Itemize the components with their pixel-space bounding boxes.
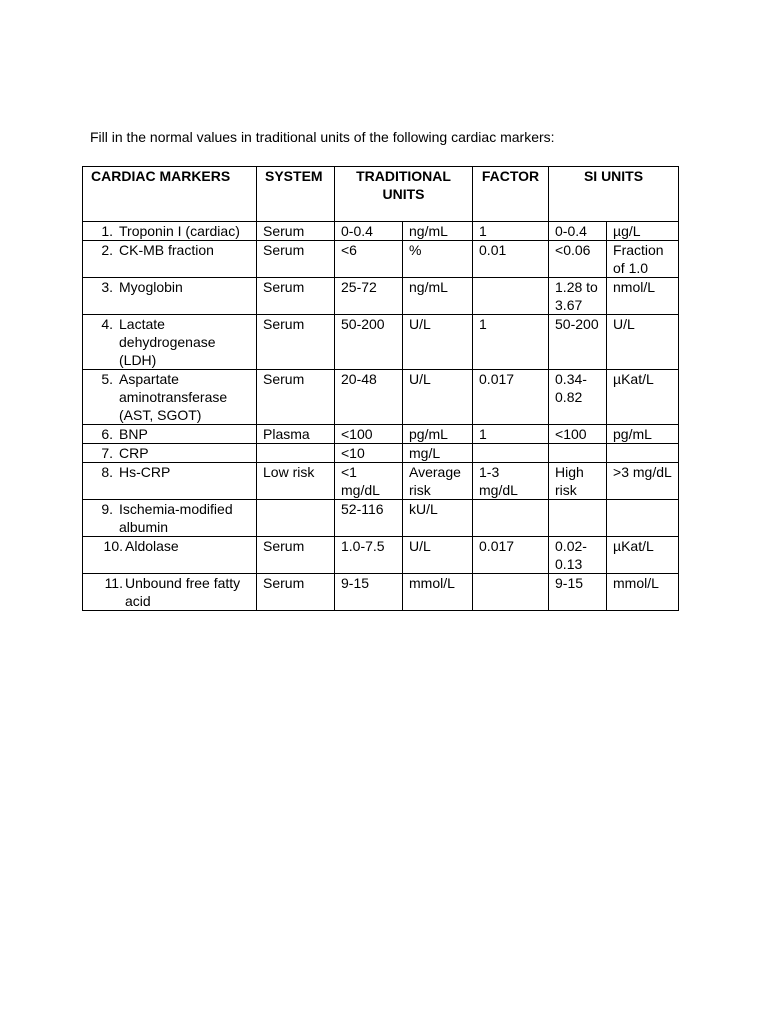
cell-si-value: 0.34-0.82: [549, 370, 607, 425]
cell-si-value: [549, 444, 607, 463]
cell-si-value: 0-0.4: [549, 222, 607, 241]
marker-number: 1.: [101, 223, 113, 239]
cell-si-unit: pg/mL: [607, 425, 679, 444]
cell-factor: [473, 278, 549, 315]
cell-si-unit: nmol/L: [607, 278, 679, 315]
cell-traditional-unit: mmol/L: [403, 574, 473, 611]
table-body: [83, 222, 679, 611]
marker-number: 11.: [104, 575, 123, 591]
cell-factor: 1-3 mg/dL: [473, 463, 549, 500]
cell-system: Serum: [257, 370, 335, 425]
cell-traditional-unit: ng/mL: [403, 222, 473, 241]
marker-name: Hs-CRP: [119, 464, 171, 480]
marker-entry: [89, 241, 250, 259]
marker-name: CK-MB fraction: [119, 242, 214, 258]
marker-name: Troponin I (cardiac): [119, 223, 240, 239]
header-si-units: SI UNITS: [549, 167, 679, 222]
cell-cardiac-marker: [83, 537, 257, 574]
cell-system: Serum: [257, 537, 335, 574]
cell-traditional-unit: U/L: [403, 370, 473, 425]
header-factor: FACTOR: [473, 167, 549, 222]
cell-cardiac-marker: [83, 278, 257, 315]
table-row: [83, 537, 679, 574]
marker-name: BNP: [119, 426, 148, 442]
table-row: [83, 278, 679, 315]
marker-name: Ischemia-modified albumin: [119, 501, 233, 535]
cell-traditional-unit: U/L: [403, 537, 473, 574]
marker-entry: [89, 222, 250, 240]
marker-name: Lactate dehydrogenase (LDH): [119, 316, 216, 368]
cell-system: [257, 444, 335, 463]
cell-system: Serum: [257, 315, 335, 370]
cell-traditional-value: <10: [335, 444, 403, 463]
marker-number: 7.: [101, 445, 113, 461]
cell-si-unit: [607, 500, 679, 537]
table-row: [83, 370, 679, 425]
cell-si-value: High risk: [549, 463, 607, 500]
cell-traditional-value: 9-15: [335, 574, 403, 611]
table-row: [83, 241, 679, 278]
cell-traditional-value: 1.0-7.5: [335, 537, 403, 574]
table-row: [83, 425, 679, 444]
cell-system: Serum: [257, 574, 335, 611]
cell-cardiac-marker: [83, 444, 257, 463]
cell-si-value: 0.02-0.13: [549, 537, 607, 574]
cell-traditional-value: <1 mg/dL: [335, 463, 403, 500]
marker-name: Aldolase: [125, 538, 179, 554]
cell-traditional-unit: kU/L: [403, 500, 473, 537]
marker-entry: [89, 444, 250, 462]
instruction-text: Fill in the normal values in traditional units of the following cardiac markers:: [90, 129, 555, 145]
cell-si-value: <100: [549, 425, 607, 444]
cell-cardiac-marker: [83, 574, 257, 611]
cell-factor: [473, 574, 549, 611]
header-cardiac-markers: CARDIAC MARKERS: [83, 167, 257, 222]
marker-number: 2.: [101, 242, 113, 258]
cell-system: Serum: [257, 241, 335, 278]
cell-si-value: [549, 500, 607, 537]
cell-factor: [473, 500, 549, 537]
marker-number: 8.: [101, 464, 113, 480]
cell-si-unit: µg/L: [607, 222, 679, 241]
marker-number: 9.: [101, 501, 113, 517]
cell-si-value: 50-200: [549, 315, 607, 370]
cell-cardiac-marker: [83, 463, 257, 500]
cell-traditional-unit: U/L: [403, 315, 473, 370]
table-row: [83, 574, 679, 611]
cell-si-unit: >3 mg/dL: [607, 463, 679, 500]
cell-si-unit: [607, 444, 679, 463]
cell-traditional-value: 20-48: [335, 370, 403, 425]
cell-factor: [473, 444, 549, 463]
table-header-row: [83, 167, 679, 222]
marker-number: 4.: [101, 316, 113, 332]
cell-cardiac-marker: [83, 241, 257, 278]
marker-name: Aspartate aminotransferase (AST, SGOT): [119, 371, 228, 423]
cardiac-markers-table: [82, 166, 679, 611]
cell-si-unit: µKat/L: [607, 537, 679, 574]
cell-si-unit: mmol/L: [607, 574, 679, 611]
marker-name: Unbound free fatty acid: [125, 575, 241, 609]
cell-traditional-value: 0-0.4: [335, 222, 403, 241]
table-row: [83, 444, 679, 463]
marker-number: 3.: [101, 279, 113, 295]
cell-cardiac-marker: [83, 222, 257, 241]
cell-si-value: 9-15: [549, 574, 607, 611]
marker-entry: [89, 537, 250, 555]
marker-entry: [89, 315, 250, 369]
marker-number: 10.: [103, 538, 123, 554]
marker-entry: [89, 500, 250, 536]
cell-factor: 0.017: [473, 537, 549, 574]
cell-si-unit: U/L: [607, 315, 679, 370]
cell-si-unit: Fraction of 1.0: [607, 241, 679, 278]
marker-entry: [89, 463, 250, 481]
marker-number: 6.: [101, 426, 113, 442]
cell-si-value: <0.06: [549, 241, 607, 278]
cell-system: Plasma: [257, 425, 335, 444]
cell-traditional-value: <100: [335, 425, 403, 444]
cell-system: Serum: [257, 278, 335, 315]
cell-factor: 0.01: [473, 241, 549, 278]
cell-cardiac-marker: [83, 425, 257, 444]
cell-traditional-unit: Average risk: [403, 463, 473, 500]
cell-factor: 1: [473, 315, 549, 370]
marker-entry: [89, 370, 250, 424]
cell-traditional-value: 52-116: [335, 500, 403, 537]
cell-traditional-value: 50-200: [335, 315, 403, 370]
header-system: SYSTEM: [257, 167, 335, 222]
cell-factor: 1: [473, 425, 549, 444]
marker-entry: [89, 425, 250, 443]
cell-traditional-unit: ng/mL: [403, 278, 473, 315]
table-row: [83, 222, 679, 241]
marker-name: CRP: [119, 445, 149, 461]
cell-si-value: 1.28 to 3.67: [549, 278, 607, 315]
cell-traditional-value: 25-72: [335, 278, 403, 315]
cell-cardiac-marker: [83, 500, 257, 537]
cell-cardiac-marker: [83, 315, 257, 370]
marker-name: Myoglobin: [119, 279, 183, 295]
header-traditional-units: TRADITIONAL UNITS: [335, 167, 473, 222]
cell-cardiac-marker: [83, 370, 257, 425]
cell-factor: 0.017: [473, 370, 549, 425]
cell-traditional-unit: mg/L: [403, 444, 473, 463]
marker-number: 5.: [101, 371, 113, 387]
table-row: [83, 315, 679, 370]
marker-entry: [89, 574, 250, 610]
cell-factor: 1: [473, 222, 549, 241]
cell-system: [257, 500, 335, 537]
table-row: [83, 500, 679, 537]
cell-system: Low risk: [257, 463, 335, 500]
table-row: [83, 463, 679, 500]
cell-traditional-unit: pg/mL: [403, 425, 473, 444]
marker-entry: [89, 278, 250, 296]
cell-traditional-unit: %: [403, 241, 473, 278]
cell-si-unit: µKat/L: [607, 370, 679, 425]
cell-system: Serum: [257, 222, 335, 241]
cell-traditional-value: <6: [335, 241, 403, 278]
